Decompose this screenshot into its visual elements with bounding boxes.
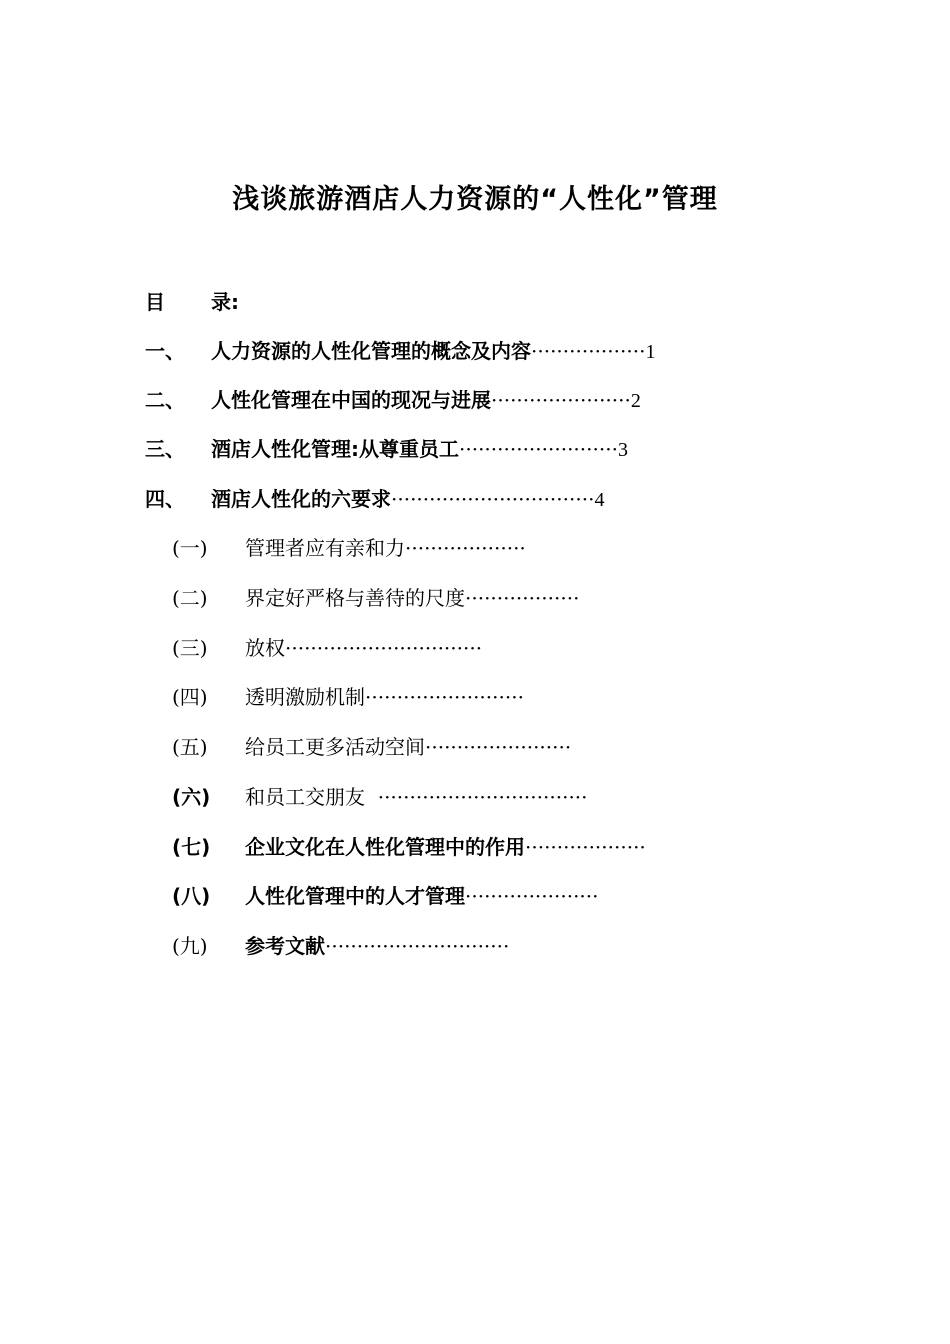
toc-leader-dots: ·················· <box>531 339 646 363</box>
toc-leader-dots: ····················· <box>465 884 599 908</box>
toc-entry-body <box>211 382 641 419</box>
toc-subentry-number: (九) <box>172 934 208 958</box>
toc-entry-body <box>211 333 655 370</box>
toc-subentry-number: (二) <box>172 586 208 610</box>
toc-leader-dots: ························· <box>365 685 524 709</box>
toc-entry-body <box>211 431 628 468</box>
toc-entry-number: 三、 <box>145 437 185 461</box>
toc-page-number: 4 <box>594 489 605 511</box>
toc-leader-dots: ································· <box>365 785 588 809</box>
toc-leader-dots: ······························· <box>285 636 483 660</box>
toc-subentry-text: 参考文献 <box>245 934 325 958</box>
toc-entry-text: 人力资源的人性化管理的概念及内容 <box>211 339 531 363</box>
toc-leader-dots: ··················· <box>405 536 526 560</box>
toc-leader-dots: ································ <box>391 487 595 511</box>
toc-subentry-body <box>245 878 599 914</box>
toc-subentry-body <box>245 530 526 566</box>
toc-entry-text: 酒店人性化的六要求 <box>211 487 391 511</box>
toc-leader-dots: ····························· <box>325 934 510 958</box>
toc-leader-dots: ························· <box>459 437 618 461</box>
toc-subentry-body <box>245 779 588 815</box>
toc-leader-dots: ······················ <box>491 388 631 412</box>
document-title: 浅谈旅游酒店人力资源的“人性化”管理 <box>232 184 718 215</box>
toc-subentry-text: 人性化管理中的人才管理 <box>245 884 465 908</box>
toc-page-number: 1 <box>645 341 656 363</box>
toc-subentry-body <box>245 679 524 715</box>
toc-heading-right: 录: <box>211 290 239 314</box>
toc-subentry-text: 透明激励机制 <box>245 685 365 709</box>
toc-subentry-text: 企业文化在人性化管理中的作用 <box>245 835 525 859</box>
toc-subentry-number: (三) <box>172 636 208 660</box>
toc-subentry-text: 界定好严格与善待的尺度 <box>245 586 465 610</box>
toc-entry-text: 酒店人性化管理:从尊重员工 <box>211 437 459 461</box>
toc-entry-body <box>211 481 604 518</box>
toc-entry-number: 二、 <box>145 388 185 412</box>
toc-subentry-number: (六) <box>172 785 211 809</box>
toc-leader-dots: ·················· <box>465 586 580 610</box>
toc-subentry-body <box>245 729 571 765</box>
toc-subentry-text: 和员工交朋友 <box>245 785 365 809</box>
toc-subentry-body <box>245 630 482 666</box>
toc-subentry-number: (一) <box>172 536 208 560</box>
toc-subentry-text: 管理者应有亲和力 <box>245 536 405 560</box>
toc-subentry-text: 放权 <box>245 636 285 660</box>
toc-subentry-number: (八) <box>172 884 211 908</box>
toc-subentry-body <box>245 829 646 865</box>
toc-entry-number: 四、 <box>145 487 185 511</box>
toc-heading-left: 目 <box>145 290 165 314</box>
toc-subentry-number: (四) <box>172 685 208 709</box>
toc-subentry-number: (五) <box>172 735 208 759</box>
toc-leader-dots: ······················· <box>425 735 572 759</box>
toc-subentry-body <box>245 928 509 964</box>
toc-page-number: 2 <box>630 390 641 412</box>
toc-subentry-body <box>245 580 579 616</box>
toc-page-number: 3 <box>617 439 628 461</box>
toc-subentry-text: 给员工更多活动空间 <box>245 735 425 759</box>
toc-entry-text: 人性化管理在中国的现况与进展 <box>211 388 491 412</box>
toc-entry-number: 一、 <box>145 339 185 363</box>
toc-subentry-number: (七) <box>172 835 211 859</box>
toc-leader-dots: ··················· <box>525 835 646 859</box>
